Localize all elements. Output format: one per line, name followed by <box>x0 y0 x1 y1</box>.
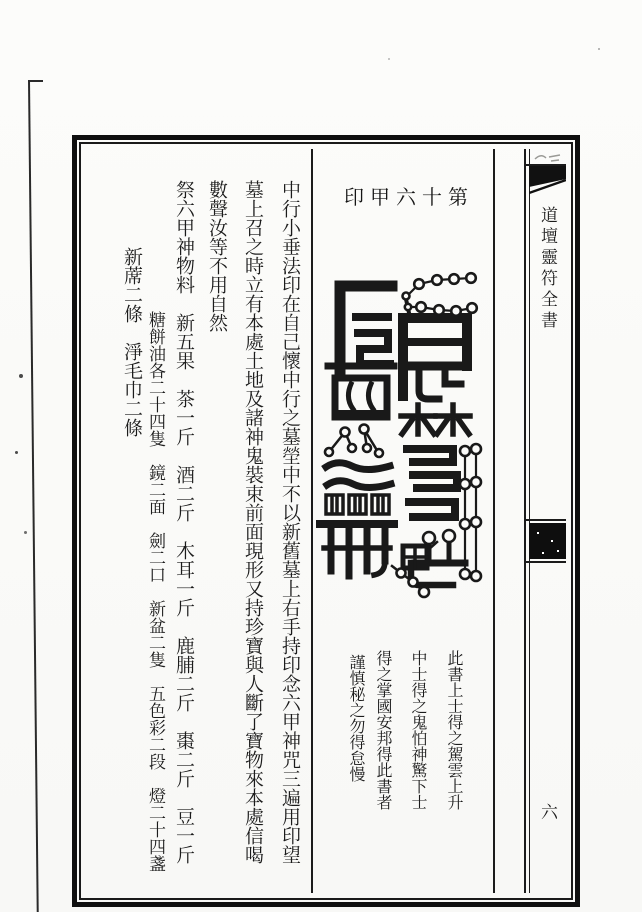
gutter-line <box>493 149 495 893</box>
scan-speck <box>24 531 27 534</box>
scan-edge-tick <box>28 80 43 82</box>
page-border-frame <box>72 135 580 907</box>
book-title: 道壇靈符全書 <box>538 206 557 332</box>
colophon-column: 此書上士得之駕雲上升 <box>445 650 462 810</box>
colophon-column: 得之掌國安邦得此書者 <box>374 650 391 810</box>
scan-speck <box>19 374 23 378</box>
scan-edge-line <box>28 80 39 912</box>
scan-speck <box>15 451 18 454</box>
talisman-seal-drawing <box>306 265 484 607</box>
text-column: 祭六甲神物料 新五果 茶一斤 酒二斤 木耳一斤 鹿脯二斤 棗二斤 豆一斤 <box>173 180 194 864</box>
text-column: 中行小垂法印在自己懷中行之墓塋中不以新舊墓上右手持印念六甲神咒三遍用印望 <box>279 180 300 864</box>
text-column: 糖餅油各二十四隻 鏡二面 劍二口 新盆二隻 五色彩二段 燈二十四盞 <box>146 311 165 872</box>
spine-rule-line <box>524 561 566 563</box>
spine-column-inner-line <box>529 149 530 893</box>
scan-speck <box>388 58 390 60</box>
text-column: 墓上召之時立有本處土地及諸神鬼裝束前面現形又持珍寶與人斷了寶物來本處信喝 <box>242 180 263 864</box>
section-title: 印甲六十第 <box>344 187 474 209</box>
spine-rule-line <box>524 519 566 521</box>
page-content <box>86 149 566 893</box>
ink-block-mark <box>529 523 566 559</box>
spine-scribble-mark <box>533 151 563 163</box>
fishtail-mark-icon <box>529 166 566 198</box>
scan-speck <box>598 48 600 50</box>
colophon-column: 謹慎秘之勿得怠慢 <box>347 654 364 782</box>
talisman-seal-image <box>306 265 484 607</box>
page-number: 六 <box>538 803 557 820</box>
text-column: 數聲汝等不用自然 <box>206 180 227 332</box>
colophon-column: 中士得之鬼怕神驚下士 <box>409 650 426 810</box>
text-column: 新蓆二條 淨毛巾二條 <box>121 247 142 437</box>
spine-column-outer-line <box>524 149 526 893</box>
